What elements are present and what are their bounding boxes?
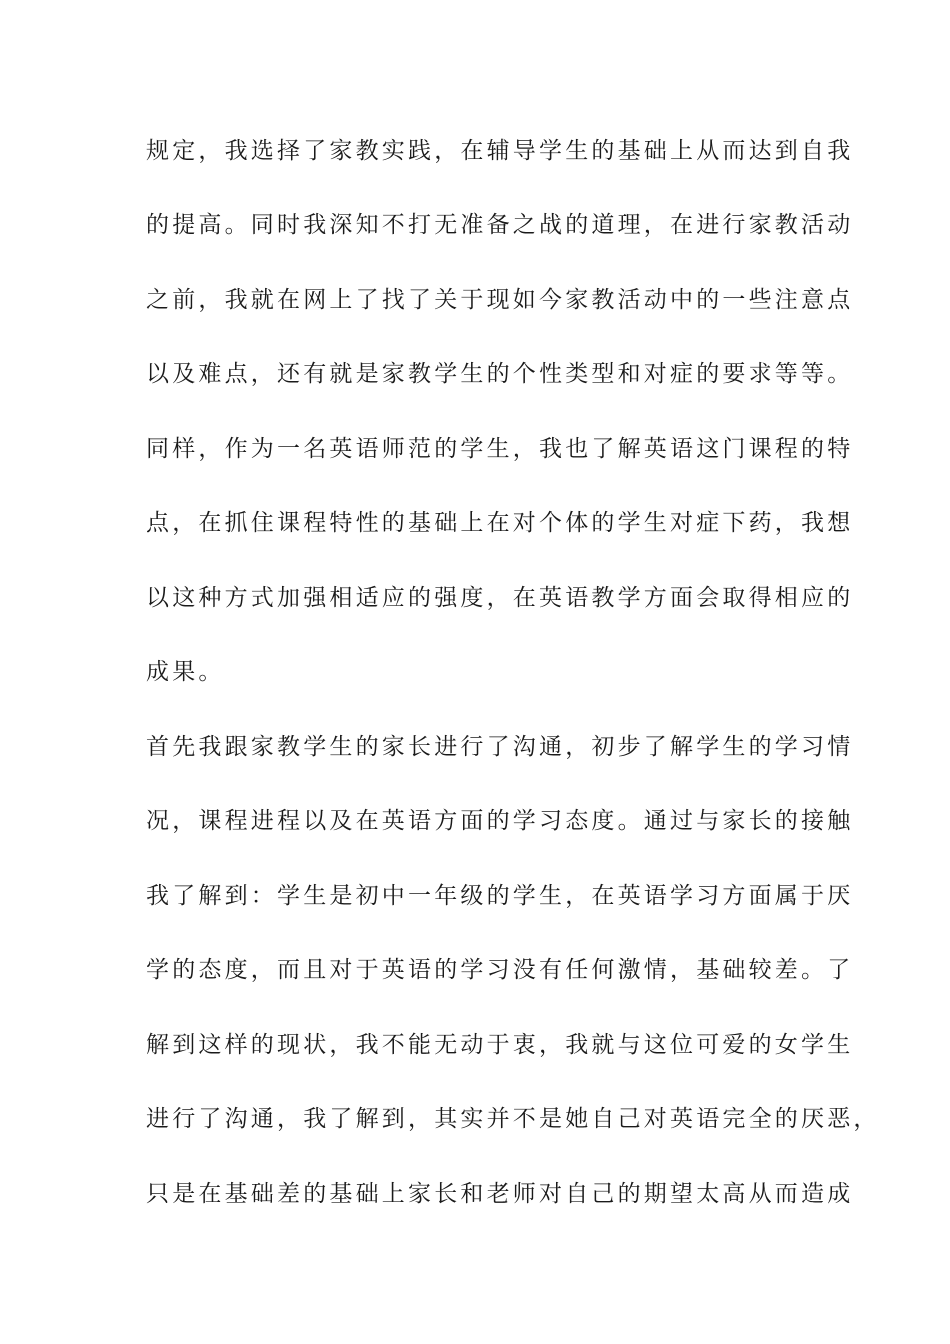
text-line: 只是在基础差的基础上家长和老师对自己的期望太高从而造成 (146, 1181, 854, 1207)
text-line: 学的态度，而且对于英语的学习没有任何激情，基础较差。了 (146, 957, 854, 983)
text-line: 况，课程进程以及在英语方面的学习态度。通过与家长的接触 (146, 808, 854, 834)
text-line: 首先我跟家教学生的家长进行了沟通，初步了解学生的学习情 (146, 734, 854, 760)
text-line: 以及难点，还有就是家教学生的个性类型和对症的要求等等。 (146, 361, 854, 387)
text-line: 规定，我选择了家教实践，在辅导学生的基础上从而达到自我 (146, 138, 854, 164)
text-line: 以这种方式加强相适应的强度，在英语教学方面会取得相应的 (146, 585, 854, 611)
text-line: 同样，作为一名英语师范的学生，我也了解英语这门课程的特 (146, 436, 854, 462)
text-line: 之前，我就在网上了找了关于现如今家教活动中的一些注意点 (146, 287, 854, 313)
text-line: 进行了沟通，我了解到，其实并不是她自己对英语完全的厌恶， (146, 1106, 880, 1132)
text-line: 我了解到：学生是初中一年级的学生，在英语学习方面属于厌 (146, 883, 854, 909)
text-line: 成果。 (146, 659, 225, 685)
text-line: 解到这样的现状，我不能无动于衷，我就与这位可爱的女学生 (146, 1032, 854, 1058)
text-line: 点，在抓住课程特性的基础上在对个体的学生对症下药，我想 (146, 510, 854, 536)
text-line: 的提高。同时我深知不打无准备之战的道理，在进行家教活动 (146, 212, 854, 238)
